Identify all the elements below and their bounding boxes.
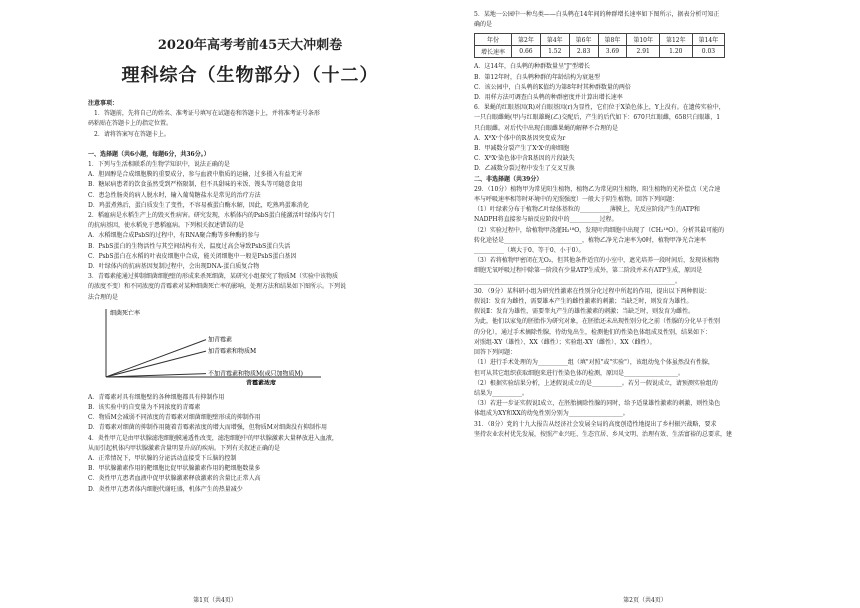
table-cell: 第10年: [627, 34, 660, 46]
text-line: 30．（9分）某科研小组为研究性激素在性别分化过程中所起的作用，提出以下两种假说：: [474, 287, 711, 295]
text-line: （1）叶绿素分布于植物乙叶绿体基粒的__________薄膜上，光反应阶段产生的ATP和: [474, 206, 700, 214]
text-line: B．PsbS蛋白的生物活性与其空间结构有关，温度过高会导致PsbS蛋白失活: [88, 242, 291, 250]
text-line: 转化途径是__________________________，植物乙净光合速率为0时，植物甲净光合速率: [474, 236, 706, 244]
options-block: [474, 62, 826, 103]
question-block: [88, 160, 412, 303]
table-cell: 第4年: [540, 34, 569, 46]
table-cell: 增长速率: [475, 46, 512, 58]
text-line: D．青霉素对细菌的抑制作用随着青霉素浓度的增大而增强，但物质M对细菌没有抑制作用: [88, 424, 327, 432]
section-heading: 一、选择题（共6小题，每题6分，共36分。）: [88, 150, 210, 158]
text-line: 从而引起机体内甲状腺激素含量明显升高的疾病。下列有关叙述正确的是: [88, 444, 281, 452]
table-cell: 1.52: [540, 46, 569, 58]
text-line: 只白眼雌。对后代中出现白眼雌果蝇的解释不合理的是: [474, 124, 619, 132]
text-line: A．正常情况下，甲状腺的分泌活动直接受下丘脑的控制: [88, 455, 237, 463]
text-line: B．糖尿病患者的饮食虽然受到严格限制，但不具甜味的米饭、馒头等可随意食用: [88, 181, 303, 189]
text-line: C．该公园中，白头鹎的K值约为第8年时其种群数量的两倍: [474, 83, 631, 91]
text-line: 体组成为XY和XX的幼兔性别分别为__________________。: [474, 410, 629, 418]
text-line: 2．稻瘟病是水稻生产上的毁灭性病害。研究发现，水稻体内的PsbS蛋白能激活叶绿体内专门: [88, 212, 335, 220]
text-line: 1．下列与生活相联系的生物学知识中，说法正确的是: [88, 161, 230, 169]
text-line: 假说Ⅱ：发育为雄性，需要睾丸产生的雄性激素的刺激；当缺乏时，则发育为雌性。: [474, 308, 695, 316]
text-line: C．PsbS蛋白在水稻的叶表皮细胞中合成，能关闭细胞中一般是PsbS蛋白基因: [88, 252, 297, 260]
text-line: D．叶绿体内的抗病基因复制过程中，会出现DNA-蛋白质复合物: [88, 263, 260, 271]
text-line: （2）实验过程中，给植物甲浇灌H₂¹⁸O，发现叶肉细胞中出现了（CH₂¹⁸O）。分析其最可能的: [474, 226, 725, 234]
text-line: C．炎性甲亢患者血液中促甲状腺激素释放激素的含量比正常人高: [88, 475, 261, 483]
notice-line: 码粘贴在答题卡上的指定位置。: [88, 120, 173, 128]
text-line: 法合理的是: [88, 293, 119, 301]
text-line: 一只白眼雌蝇(甲)与红眼雄蝇(乙)交配后，产生的后代如下：670只红眼雌，658只白眼雄，1: [474, 114, 721, 122]
text-line: A．XᴿXʳ个体中的R基因突变成为r: [474, 134, 566, 142]
question-block: [474, 103, 826, 174]
page-footer: 第2页（共4页）: [623, 597, 667, 604]
text-line: 4．炎性甲亢是由甲状腺滤泡细胞膜通透性改变，滤泡细胞中的甲状腺激素大量释放进入血液，: [88, 434, 338, 442]
text-line: A．青霉素对具有细胞壁的各种细胞都具有抑制作用: [88, 393, 225, 401]
text-line: B．该实验中的自变量为不同浓度的青霉素: [88, 404, 201, 412]
text-line: 的分化），通过手术摘除性腺，待幼兔出生，检测他们的性染色体组成及性别，结果如下：: [474, 328, 712, 336]
text-line: 细胞无氧呼吸过程中除第一阶段有少量ATP生成外，第二阶段并未有ATP生成，原因是: [474, 267, 703, 275]
text-line: B．甲减数分裂产生了XʳXʳ的卵细胞: [474, 145, 570, 153]
text-line: （3）若进一步证实假说Ⅰ成立，在胚胎摘除性腺的同时，给予适量雄性激素的刺激，则性染色: [474, 400, 721, 408]
text-line: （2）根据实验结果分析，上述假说成立的是__________。若另一假说成立，请预测实验组的: [474, 379, 718, 387]
y-axis-label: 细菌死亡率: [110, 309, 141, 317]
notice-heading: 注意事项：: [88, 100, 119, 107]
question-line: 确的是: [474, 21, 493, 29]
notice-line: 2．请将答案写在答题卡上。: [94, 130, 170, 138]
table-cell: 1.20: [659, 46, 692, 58]
table-cell: 第6年: [569, 34, 598, 46]
text-line: 3．青霉素能通过抑制细菌细胞壁的形成来杀死细菌，某研究小组探究了物质M（实验中该物质: [88, 273, 338, 281]
text-line: D．炎性甲亢患者体内细胞代谢旺盛，机体产生的热量减少: [88, 485, 243, 493]
section-heading: 二、非选择题（共39分）: [474, 175, 543, 183]
text-line: C．患急性肠炎的病人脱水时，输入葡萄糖盐水是常见的治疗方法: [88, 191, 261, 199]
text-line: （1）进行手术处理的为__________组（填"对照"或"实验"），该组幼兔个体虽然没有性腺，: [474, 359, 714, 367]
table-cell: 0.03: [692, 46, 725, 58]
question-line: 5．某地一公园中一种鸟类——白头鹎在14年间的种群增长速率如下图所示，据表分析可知正: [474, 11, 720, 18]
series-line: [106, 339, 206, 376]
text-line: D．鸡蛋煮熟后，蛋白质发生了变性，不容易被蛋白酶水解，因此，吃熟鸡蛋难消化: [88, 201, 309, 209]
right-page: [430, 0, 860, 608]
text-line: 对照组-XY（雄性）、XX（雌性）；实验组-XY（雌性）、XX（雌性）。: [474, 338, 656, 346]
text-line: 为此，他们以家兔的胚胎作为研究对象，在胚胎还未出现性别分化之前（性腺的分化早于性别: [474, 318, 721, 326]
text-line: __________（填大于0、等于0、小于0）。: [474, 247, 585, 255]
table-cell: 2.91: [627, 46, 660, 58]
text-line: 坚持农业农村优先发展，按照产业兴旺、生态宜居、乡风文明、治理有效、生活富裕的总要求，建: [474, 430, 733, 438]
text-line: B．甲状腺激素作用的靶细胞比促甲状腺激素作用的靶细胞数量多: [88, 465, 261, 473]
table-row: [475, 46, 725, 58]
series-label: 加青霉素: [208, 336, 233, 344]
table-cell: 0.66: [512, 46, 541, 58]
table-cell: 3.69: [598, 46, 627, 58]
text-line: B．第12年时，白头鹎种群的年龄结构为衰退型: [474, 73, 601, 81]
text-line: 29．（10分）植物甲为常见阳生植物，植物乙为常见阴生植物，阳生植物的光补偿点（光合速: [474, 185, 721, 193]
text-line: 的浓度不变）和不同浓度的青霉素对某种细菌死亡率的影响，处理方法和结果如下图所示。下列说: [88, 283, 347, 291]
question-block: [474, 185, 826, 440]
series-label: 不加青霉素和物质M(或只加物质M): [208, 370, 303, 378]
text-line: （3）若将植物甲密闭在无O₂，但其他条件适宜的小室中，遮光培养一段时间后，发现该植物: [474, 257, 720, 265]
text-line: 回答下列问题：: [474, 349, 517, 357]
exam-subtitle: 理科综合（生物部分）（十二）: [121, 65, 379, 86]
text-line: 31．（8分）党的十九大报告从经济社会发展全局的高度创造性地提出了乡村振兴战略，要求: [474, 420, 717, 428]
penicillin-chart: [96, 305, 326, 385]
series-label: 加青霉素和物质M: [208, 348, 257, 356]
notice-line: 1．答题前，先将自己的姓名、准考证号填写在试题卷和答题卡上，并将准考证号条形: [94, 110, 320, 118]
text-line: D．乙减数分裂过程中发生了交叉互换: [474, 165, 575, 173]
text-line: 但可从其它组织获取细胞来进行性染色体的检测，原因是__________________。: [474, 369, 685, 377]
exam-title: 2020年高考考前45天大冲刺卷: [157, 38, 343, 53]
text-line: 假说Ⅰ：发育为雌性，需要雄本产生的雌性激素的刺激；当缺乏时，则发育为雄性。: [474, 298, 693, 306]
text-line: ___________________________________________________________________。: [474, 277, 682, 285]
text-line: NADPH将直接参与暗反应阶段中的__________过程。: [474, 216, 618, 224]
x-axis-label: 青霉素浓度: [246, 379, 277, 385]
text-line: 6．果蝇的红眼基因(R)对白眼基因(r)为显性，它们位于X染色体上，Y上没有。在遗传实验中，: [474, 104, 725, 112]
text-line: C．物质M会减弱不同浓度的青霉素对细菌细胞壁形成的抑制作用: [88, 414, 261, 422]
growth-rate-table: [474, 33, 725, 58]
table-cell: 2.83: [569, 46, 598, 58]
table-cell: 第2年: [512, 34, 541, 46]
table-cell: 第12年: [659, 34, 692, 46]
table-cell: 年份: [475, 34, 512, 46]
table-header-row: [475, 34, 725, 46]
text-line: A．水稻细胞合成PsbS的过程中，有RNA聚合酶等多种酶的参与: [88, 232, 260, 240]
text-line: A．这14年，白头鹎的种群数量呈"J"型增长: [474, 63, 590, 71]
text-line: 结果为__________。: [474, 389, 529, 397]
page-footer: 第1页（共4页）: [193, 597, 237, 604]
table-cell: 第14年: [692, 34, 725, 46]
text-line: D．用样方法可调查白头鹎的种群密度并计算出增长速率: [474, 94, 623, 102]
text-line: C．XᴿXʳ染色体中含R基因的片段缺失: [474, 155, 575, 163]
text-line: A．胆固醇是合成细胞膜的重要成分，参与血液中脂质的运输，过多摄入有益无害: [88, 171, 303, 179]
series-line: [106, 351, 206, 377]
text-line: 率与呼吸速率相等时环境中的光照强度）一般大于阴生植物。回答下列问题：: [474, 196, 679, 204]
table-cell: 第8年: [598, 34, 627, 46]
question-block: [88, 393, 412, 495]
series-line: [106, 373, 206, 376]
text-line: 的抗病基因，使水稻免于患稻瘟病。下列相关叙述错误的是: [88, 222, 245, 230]
